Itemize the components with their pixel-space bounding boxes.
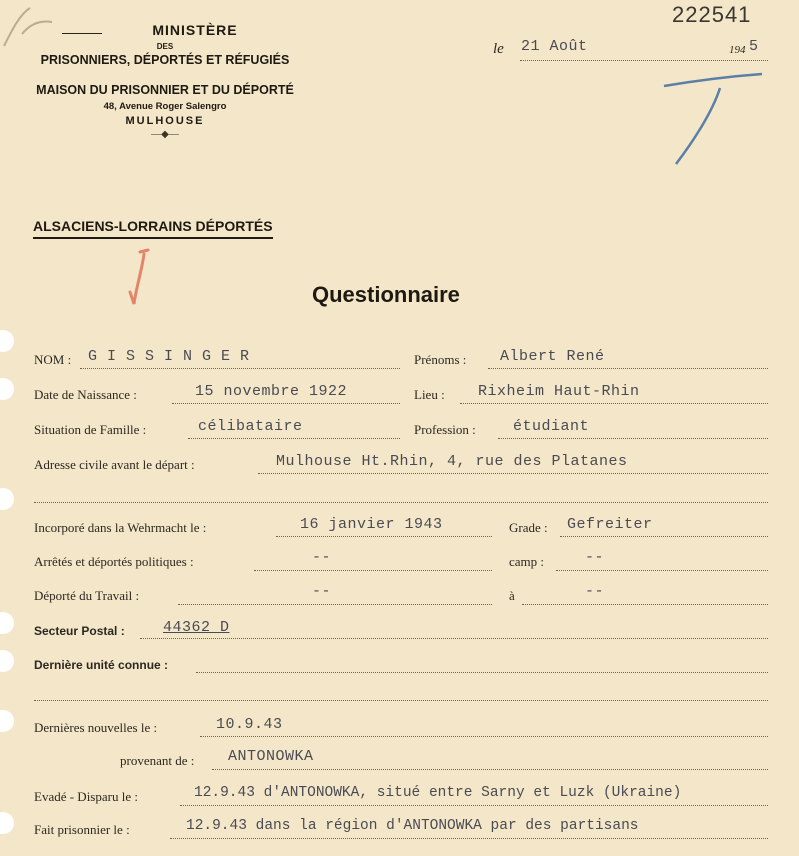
date-year-prefix: 194 — [729, 44, 746, 56]
grade-value: Gefreiter — [567, 516, 653, 533]
travail-label: Déporté du Travail : — [34, 588, 140, 603]
date-prefix: le — [493, 41, 504, 57]
prisonnier-dotted-line — [170, 838, 768, 839]
a-dotted-line — [522, 604, 768, 605]
profession-value: étudiant — [513, 418, 590, 435]
evade-value: 12.9.43 d'ANTONOWKA, situé entre Sarny et Luzk (Ukraine) — [194, 785, 682, 801]
provenant-label: provenant de : — [120, 753, 195, 768]
camp-value: -- — [585, 549, 605, 566]
punch-hole — [0, 330, 14, 352]
a-value: -- — [585, 583, 605, 600]
naissance-dotted-line — [172, 403, 400, 404]
nouvelles-label: Dernières nouvelles le : — [34, 720, 158, 735]
punch-hole — [0, 488, 14, 510]
travail-value: -- — [312, 583, 332, 600]
nom-value: G I S S I N G E R — [88, 348, 250, 365]
famille-value: célibataire — [198, 418, 303, 435]
header-block — [30, 22, 300, 140]
date-year-suffix: 5 — [749, 38, 759, 55]
lieu-value: Rixheim Haut-Rhin — [478, 383, 640, 400]
famille-dotted-line — [188, 438, 400, 439]
punch-hole — [0, 612, 14, 634]
provenant-value: ANTONOWKA — [228, 748, 314, 765]
document-number: 222541 — [672, 2, 752, 27]
unite-label: Dernière unité connue : — [34, 658, 169, 672]
red-check-mark — [120, 246, 160, 316]
section-heading: ALSACIENS-LORRAINS DÉPORTÉS — [33, 218, 273, 239]
incorpore-dotted-line — [276, 536, 492, 537]
date-day-month: 21 Août — [521, 38, 588, 55]
lieu-label: Lieu : — [414, 387, 445, 402]
profession-label: Profession : — [414, 422, 476, 437]
grade-label: Grade : — [509, 520, 548, 535]
secteur-label: Secteur Postal : — [34, 624, 125, 638]
prisonnier-value: 12.9.43 dans la région d'ANTONOWKA par des partisans — [186, 818, 639, 834]
travail-dotted-line — [178, 604, 492, 605]
naissance-label: Date de Naissance : — [34, 387, 137, 402]
adresse-label: Adresse civile avant le départ : — [34, 457, 195, 472]
evade-label: Evadé - Disparu le : — [34, 789, 138, 804]
punch-hole — [0, 378, 14, 400]
arretes-value: -- — [312, 549, 332, 566]
arretes-dotted-line — [254, 570, 492, 571]
unite-dotted-line — [196, 672, 768, 673]
prisonnier-label: Fait prisonnier le : — [34, 822, 130, 837]
punch-hole — [0, 812, 14, 834]
date-line — [493, 40, 773, 58]
nouvelles-value: 10.9.43 — [216, 716, 283, 733]
prenoms-value: Albert René — [500, 348, 605, 365]
date-dotted-line — [520, 60, 768, 61]
form-title: Questionnaire — [312, 282, 460, 307]
naissance-value: 15 novembre 1922 — [195, 383, 348, 400]
punch-hole — [0, 650, 14, 672]
adresse-dotted-line-2 — [34, 502, 768, 503]
ministry-subtitle: PRISONNIERS, DÉPORTÉS ET RÉFUGIÉS — [40, 53, 290, 67]
punch-hole — [0, 710, 14, 732]
nom-label: NOM : — [34, 352, 72, 367]
arretes-label: Arrêtés et déportés politiques : — [34, 554, 194, 569]
camp-dotted-line — [556, 570, 768, 571]
adresse-dotted-line — [258, 473, 768, 474]
nom-dotted-line — [80, 368, 400, 369]
nouvelles-dotted-line — [200, 736, 768, 737]
secteur-dotted-line — [140, 638, 768, 639]
provenant-dotted-line — [212, 769, 768, 770]
incorpore-value: 16 janvier 1943 — [300, 516, 443, 533]
a-label: à — [509, 588, 515, 603]
grade-dotted-line — [560, 536, 768, 537]
ministry-des: DES — [156, 42, 174, 51]
prenoms-dotted-line — [488, 368, 768, 369]
header-ornament: —◆— — [151, 129, 179, 140]
adresse-value: Mulhouse Ht.Rhin, 4, rue des Platanes — [276, 453, 628, 470]
maison-address: 48, Avenue Roger Salengro — [103, 101, 227, 112]
lieu-dotted-line — [460, 403, 768, 404]
maison-city: MULHOUSE — [125, 115, 205, 127]
profession-dotted-line — [498, 438, 768, 439]
ministry-title: MINISTÈRE — [152, 22, 238, 38]
ministry-dash — [62, 33, 102, 34]
camp-label: camp : — [509, 554, 545, 569]
unite-dotted-line-2 — [34, 700, 768, 701]
evade-dotted-line — [180, 805, 768, 806]
prenoms-label: Prénoms : — [414, 352, 467, 367]
secteur-value: 44362 D — [163, 619, 230, 636]
blue-pencil-mark — [650, 68, 770, 168]
maison-title: MAISON DU PRISONNIER ET DU DÉPORTÉ — [36, 83, 294, 97]
incorpore-label: Incorporé dans la Wehrmacht le : — [34, 520, 207, 535]
famille-label: Situation de Famille : — [34, 422, 147, 437]
